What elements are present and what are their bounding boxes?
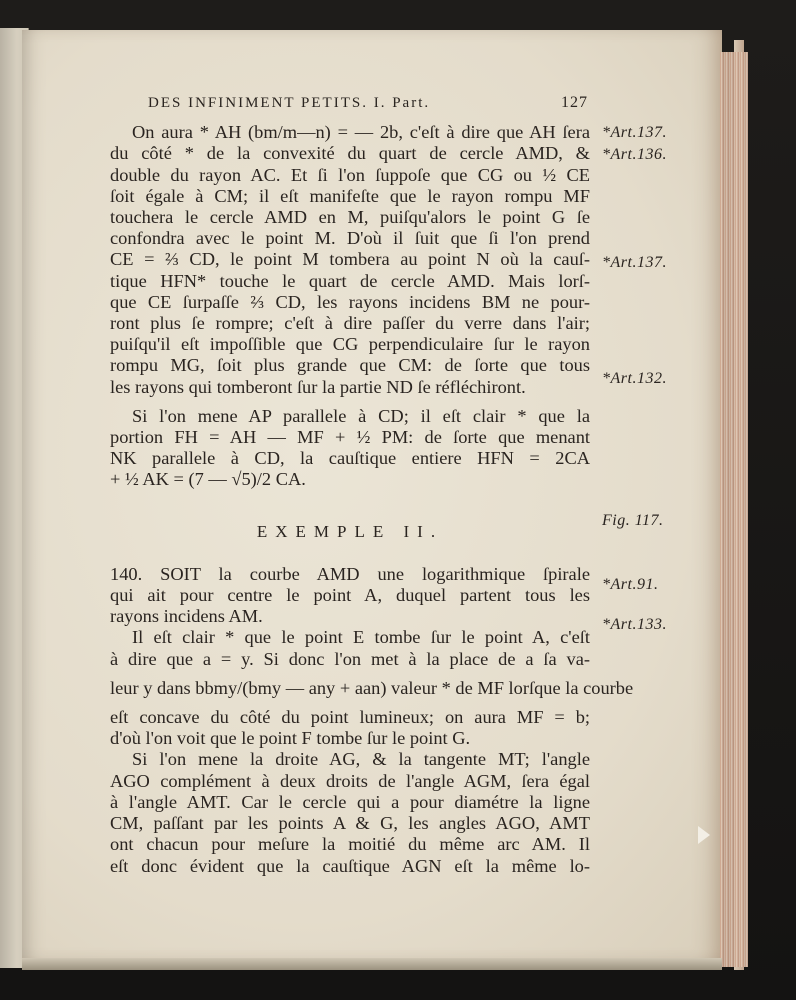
page-bottom-edge xyxy=(22,958,722,970)
text-line: d'où l'on voit que le point F tombe ſur le point G. xyxy=(110,728,471,749)
text-line: AGO complément à deux droits de l'angle AGM, ſera égal xyxy=(110,770,590,791)
text-line: du côté * de la convexité du quart de cercle AMD, & xyxy=(110,143,590,164)
text-line: Si l'on mene la droite AG, & la tangente MT; l'angle xyxy=(132,749,590,770)
text-line: portion FH = AH — MF + ½ PM: de ſorte que menant xyxy=(110,427,590,448)
text-line: qui ait pour centre le point A, duquel partent tous les xyxy=(110,585,590,606)
text-line: ſoit égale à CM; il eſt manifeſte que le rayon rompu MF xyxy=(110,185,590,206)
text-line: Si l'on mene AP parallele à CD; il eſt clair * que la xyxy=(132,405,590,426)
text-line: que CE ſurpaſſe ⅔ CD, les rayons incidens BM ne pour- xyxy=(110,291,590,312)
text-line: eſt concave du côté du point lumineux; on aura MF = b; xyxy=(110,707,590,728)
text-line: CM, paſſant par les points A & G, les angles AGO, AMT xyxy=(110,813,590,834)
page-turn-tab[interactable] xyxy=(698,826,710,844)
section-heading: EXEMPLE II. xyxy=(256,521,444,541)
page-stack-edges xyxy=(720,52,748,967)
text-line: double du rayon AC. Et ſi l'on ſuppoſe que CG ou ½ CE xyxy=(110,164,590,185)
page-number: 127 xyxy=(561,94,588,111)
text-line: + ½ AK = (7 — √5)/2 CA. xyxy=(110,469,306,490)
margin-note: Fig. 117. xyxy=(602,512,664,529)
text-line: les rayons qui tomberont ſur la partie ND ſe réfléchiront. xyxy=(110,376,526,397)
text-line: Il eſt clair * que le point E tombe ſur le point A, c'eſt xyxy=(132,627,590,648)
text-line: leur y dans bbmy/(bmy — any + aan) valeur * de MF lorſque la courbe xyxy=(110,677,634,698)
margin-note: *Art.137. xyxy=(602,124,667,141)
margin-note: *Art.132. xyxy=(602,370,667,387)
margin-note: *Art.137. xyxy=(602,254,667,271)
running-header xyxy=(110,92,590,114)
text-line: eſt donc évident que la cauſtique AGN eſt la même lo- xyxy=(110,855,590,876)
text-line: On aura * AH (bm/m—n) = — 2b, c'eſt à dire que AH ſera xyxy=(132,122,590,143)
margin-note: *Art.91. xyxy=(602,576,659,593)
text-line: touchera le cercle AMD en M, puiſqu'alors le point G ſe xyxy=(110,207,590,228)
text-line: à l'angle AMT. Car le cercle qui a pour diamétre la ligne xyxy=(110,791,590,812)
text-line: rayons incidens AM. xyxy=(110,606,263,627)
text-line: ront plus ſe rompre; c'eſt à dire paſſer du verre dans l'air; xyxy=(110,313,590,334)
text-line: à dire que a = y. Si donc l'on met à la place de a ſa va- xyxy=(110,648,590,669)
text-line: 140. SOIT la courbe AMD une logarithmique ſpirale xyxy=(110,563,590,584)
text-line: tique HFN* touche le quart de cercle AMD. Mais lorſ- xyxy=(110,270,590,291)
text-line: NK parallele à CD, la cauſtique entiere HFN = 2CA xyxy=(110,448,590,469)
text-line: CE = ⅔ CD, le point M tombera au point N où la cauſ- xyxy=(110,249,590,270)
text-line: ont chacun pour meſure la moitié du même arc AM. Il xyxy=(110,834,590,855)
text-line: rompu MG, ſoit plus grande que CM: de ſorte que tous xyxy=(110,355,590,376)
running-title: DES INFINIMENT PETITS. I. Part. xyxy=(148,95,431,111)
margin-note: *Art.136. xyxy=(602,146,667,163)
page-text xyxy=(110,92,667,877)
text-line: puiſqu'il eſt impoſſible que CG perpendiculaire ſur le rayon xyxy=(110,334,590,355)
text-line: confondra avec le point M. D'où il ſuit que ſi l'on prend xyxy=(110,228,590,249)
margin-note: *Art.133. xyxy=(602,616,667,633)
